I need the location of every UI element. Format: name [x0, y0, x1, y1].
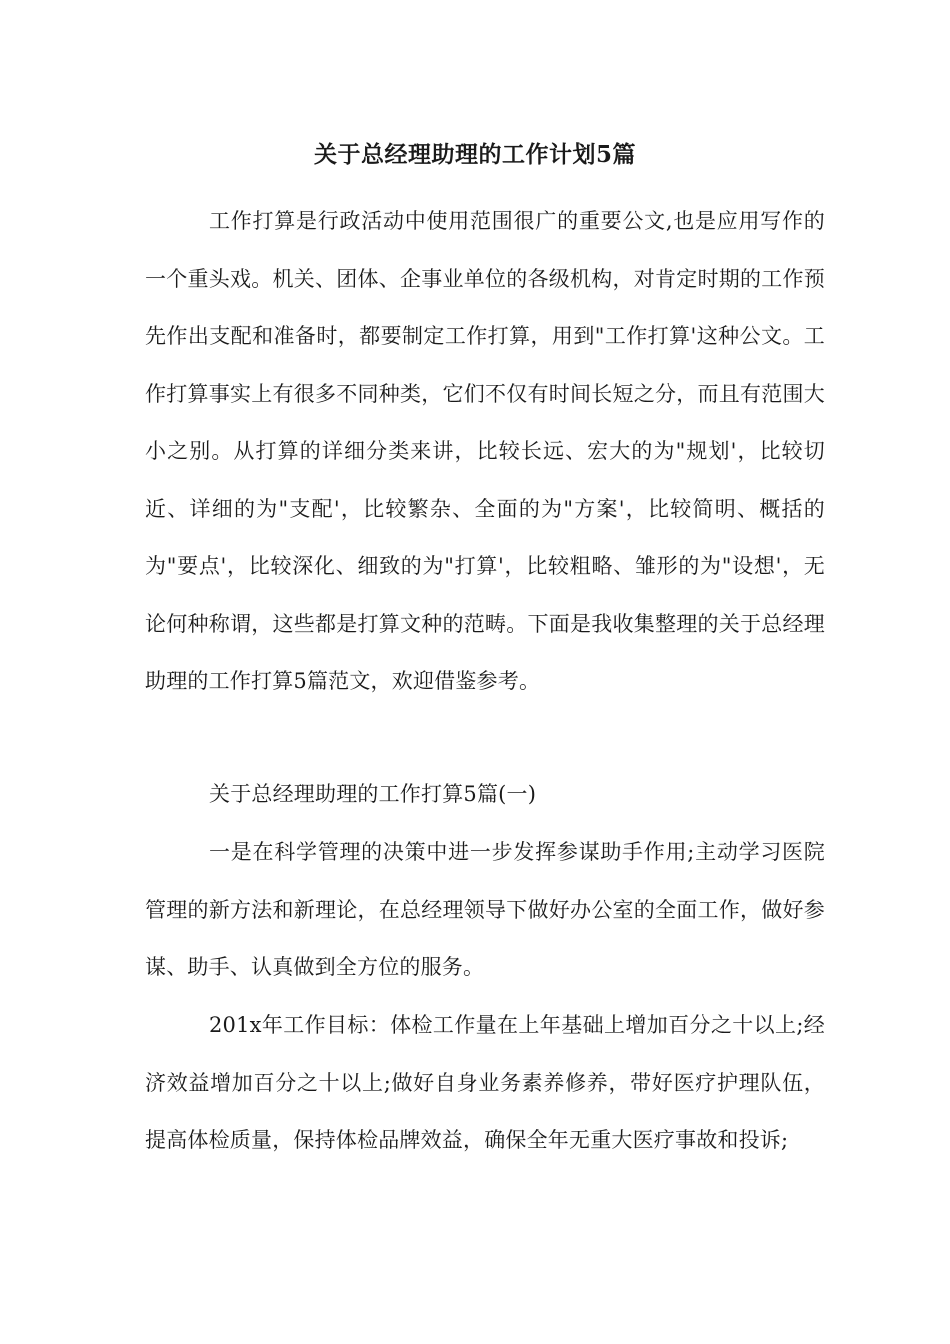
section-heading: 关于总经理助理的工作打算5篇(一) — [209, 782, 537, 806]
document-title: 关于总经理助理的工作计划5篇 — [313, 141, 636, 168]
intro-paragraph: 工作打算是行政活动中使用范围很广的重要公文,也是应用写作的一个重头戏。机关、团体、企事业单位的各级机构，对肯定时期的工作预先作出支配和准备时，都要制定工作打算，用到"工作打算'这种公文。工作打算事实上有很多不同种类，它们不仅有时间长短之分，而且有范围大小之别。从打算的详细分类来讲，比较长远、宏大的为"规划'，比较切近、详细的为"支配'，比较繁杂、全面的为"方案'，比较简明、概括的为"要点'，比较深化、细致的为"打算'，比较粗略、雏形的为"设想'，无论何种称谓，这些都是打算文种的范畴。下面是我收集整理的关于总经理助理的工作打算5篇范文，欢迎借鉴参考。 — [145, 209, 825, 693]
body-paragraph: 201x年工作目标：体检工作量在上年基础上增加百分之十以上;经济效益增加百分之十以上;做好自身业务素养修养，带好医疗护理队伍，提高体检质量，保持体检品牌效益，确保全年无重大医疗事故和投诉; — [145, 1013, 825, 1152]
body-paragraph: 一是在科学管理的决策中进一步发挥参谋助手作用;主动学习医院管理的新方法和新理论，在总经理领导下做好办公室的全面工作，做好参谋、助手、认真做到全方位的服务。 — [145, 840, 825, 979]
